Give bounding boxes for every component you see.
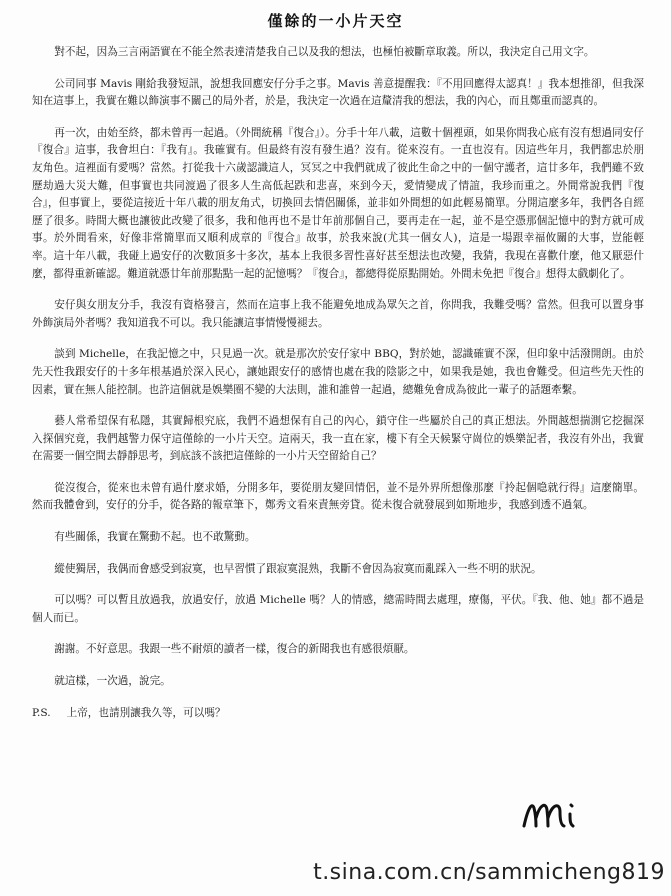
paragraph-1: 對不起，因為三言兩語實在不能全然表達清楚我自己以及我的想法，也極怕被斷章取義。所以，我決定自己用文字。: [54, 46, 595, 58]
paragraph-2: 公司同事 Mavis 剛給我發短訊，說想我回應安仔分手之事。Mavis 善意提醒我：『不用回應得太認真！』我本想推卻，但我深知在這事上，我實在難以飾演事不關己的局外者，於是，我決定一次過在這釐清我的想法，我的內心，而且鄭重而認真的。: [32, 77, 644, 108]
paragraph-7: 從沒復合，從來也未曾有過什麼求婚，分開多年，要從朋友變回情侶，並不是外界所想像那麼『拎起個喼就行得』這麼簡單。然而我體會到，安仔的分手，從各路的報章筆下，鄭秀文看來責無旁貸。從未復合就發展到如斯地步，我感到透不過氣。: [32, 481, 644, 512]
paragraph-3: 再一次，由始至終，都未曾再一起過。（外間統稱『復合』）。分手十年八載，這數十個裡頭，如果你問我心底有沒有想過同安仔『復合』這事，我會坦白：『我有』。我確實有。但最終有沒有發生過？沒有。從來沒有。一直也沒有。因這些年月，我們都忠於朋友角色。這裡面有愛嗎？當然。打從我十六歲認識這人，冥冥之中我們就成了彼此生命之中的一個守護者，這廿多年，我們雖不致歷劫過大災大難，但事實也共同渡過了很多人生高低起跌和悲喜，來到今天，愛情變成了情誼，我珍而重之。外間常說我們『復合』，但事實上，要從這接近十年八載的朋友角式，切換回去情侶關係，並非如外間想的如此輕易簡單。分開這麼多年，我們各自經歷了很多。時間大概也讓彼此改變了很多，我和他再也不是廿年前那個自己，要再走在一起，並不是空憑那個記憶中的對方就可成事。於外間看來，好像非常簡單而又順利成章的『復合』故事，於我來說(尤其一個女人)，這是一場跟幸福攸關的大事，豈能輕率。這十年八載，我碰上過安仔的次數頂多十多次，基本上我很多習性喜好甚至想法也改變，我猜，我現在喜歡什麼，他又厭惡什麼，都得重新確認。難道就憑廿年前那點點一起的記憶嗎？『復合』，都總得從原點開始。外間未免把『復合』想得太戲劇化了。: [32, 126, 644, 280]
paragraph-12: 就這樣，一次過，說完。: [54, 675, 171, 688]
signature-mark: [520, 794, 600, 834]
paragraph-9: 縱使獨居，我偶而會感受到寂寞，也早習慣了跟寂寞混熟，我斷不會因為寂寞而亂踩入一些不明的狀況。: [54, 562, 542, 575]
letter-body: [32, 44, 644, 722]
paragraph-6: 藝人常希望保有私隱，其實歸根究底，我們不過想保有自己的內心，鎖守住一些屬於自己的真正想法。外間越想揣測它挖掘深入探個究竟，我們越警力保守這僅餘的一小片天空。這兩天，我一直在家，樓下有全天候緊守崗位的娛樂記者，我沒有外出，我實在需要一個空間去靜靜思考，到底該不該把這僅餘的一小片天空留給自己？: [32, 415, 644, 463]
page-title: 僅餘的一小片天空: [267, 12, 404, 30]
paragraph-4: 安仔與女朋友分手，我沒有資格發言，然而在這事上我不能避免地成為眾矢之首，你問我，我難受嗎？當然。但我可以置身事外飾演局外者嗎？我知道我不可以。我只能讓這事情慢慢褪去。: [32, 299, 644, 329]
postscript-label: P.S.: [32, 706, 51, 719]
paragraph-8: 有些關係，我實在驚動不起。也不敢驚動。: [54, 531, 256, 544]
postscript: [32, 705, 644, 723]
watermark-url: t.sina.com.cn/sammicheng819: [313, 860, 665, 885]
paragraph-5: 談到 Michelle，在我記憶之中，只見過一次。就是那次於安仔家中 BBQ，對於她，認識確實不深，但印象中活潑開朗。由於先天性我跟安仔的十多年根基過於深入民心，讓她跟安仔的感情也處在我的陰影之中，如果我是她，我也會難受。但這些先天性的因素，實在無人能控制。也許這個就是娛樂圈不變的大法則，誰和誰曾一起過，總難免會成為彼此一輩子的話題牽繫。: [32, 348, 644, 396]
postscript-text: 上帝，也請別讓我久等，可以嗎？: [66, 706, 226, 719]
paragraph-11: 謝謝。不好意思。我跟一些不耐煩的讀者一樣，復合的新聞我也有感很煩厭。: [54, 643, 415, 656]
paragraph-10: 可以嗎？可以暫且放過我，放過安仔，放過 Michelle 嗎？人的情感，總需時間去處理，療傷，平伏。『我、他、她』都不過是個人而已。: [32, 594, 644, 624]
